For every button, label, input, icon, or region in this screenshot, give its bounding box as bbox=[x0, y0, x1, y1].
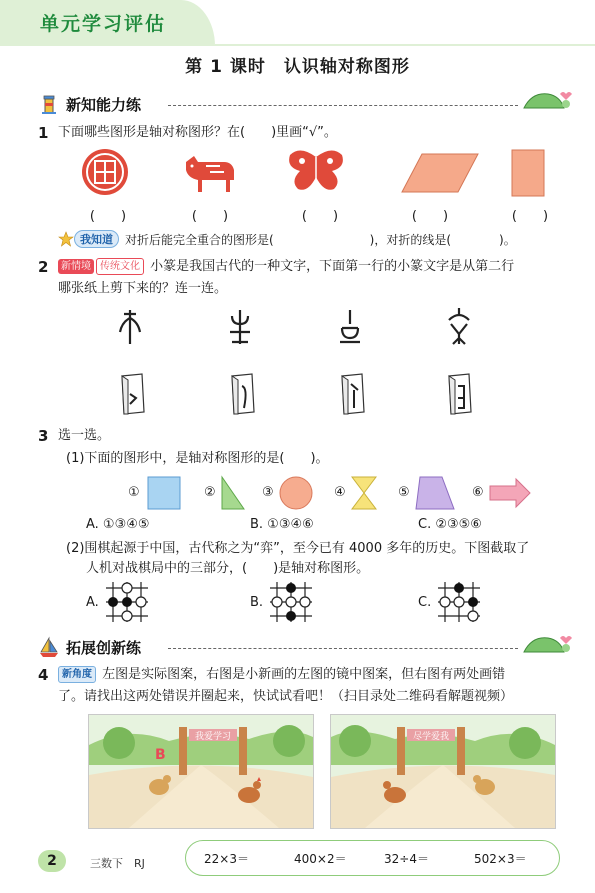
square-shape bbox=[146, 475, 182, 511]
circle-shape bbox=[278, 475, 314, 511]
answer-blank[interactable]: ( ) bbox=[511, 209, 549, 224]
section-title: 拓展创新练 bbox=[66, 638, 142, 657]
question-text: 哪张纸上剪下来的？连一连。 bbox=[58, 281, 228, 296]
question-text: 选一选。 bbox=[58, 428, 111, 443]
shape-number: ⑥ bbox=[472, 485, 484, 500]
butterfly-figure bbox=[286, 147, 346, 195]
original-picture bbox=[88, 714, 314, 829]
lesson-title: 第 1 课时 认识轴对称图形 bbox=[185, 57, 410, 77]
sub-question-text: (2)围棋起源于中国，古代称之为“弈”，至今已有 4000 多年的历史。下图截取了 bbox=[66, 541, 530, 556]
answer-blank[interactable]: ( ) bbox=[301, 209, 339, 224]
answer-blank[interactable]: ( ) bbox=[191, 209, 229, 224]
calc-item: 400×2＝ bbox=[294, 852, 347, 866]
folded-paper-d bbox=[445, 372, 475, 416]
sailboat-icon bbox=[38, 636, 60, 658]
trapezoid-shape bbox=[414, 475, 456, 511]
tip-badge: 我知道 bbox=[74, 230, 119, 248]
question-text: 小篆是我国古代的一种文字，下面第一行的小篆文字是从第二行 bbox=[150, 259, 515, 274]
go-option-a-label[interactable]: A. bbox=[86, 595, 99, 610]
section-title: 新知能力练 bbox=[66, 95, 142, 114]
ox-paper-cut-figure bbox=[180, 150, 240, 195]
unit-title: 单元学习评估 bbox=[40, 13, 167, 35]
seal-character-4 bbox=[445, 306, 473, 346]
parallelogram-figure bbox=[400, 152, 480, 194]
seal-character-2 bbox=[228, 308, 252, 346]
folded-paper-b bbox=[228, 372, 258, 416]
shape-number: ⑤ bbox=[398, 485, 410, 500]
question-number: 3 bbox=[38, 427, 49, 445]
go-option-b-label[interactable]: B. bbox=[250, 595, 264, 610]
tip-box bbox=[58, 230, 516, 248]
question-line bbox=[58, 256, 514, 278]
go-option-c-label[interactable]: C. bbox=[418, 595, 432, 610]
folded-paper-c bbox=[338, 372, 368, 416]
calc-item: 502×3＝ bbox=[474, 852, 527, 866]
section-extension bbox=[38, 635, 141, 659]
calc-item: 32÷4＝ bbox=[384, 852, 429, 866]
sign-text: 尽学爱我 bbox=[412, 732, 450, 742]
question-number: 2 bbox=[38, 258, 49, 276]
mirror-picture bbox=[330, 714, 556, 829]
oral-calculation-box bbox=[185, 840, 560, 876]
park-scene-mirrored bbox=[331, 715, 555, 828]
book-info: 三数下 RJ bbox=[90, 857, 145, 870]
option-c[interactable]: C. ②③⑤⑥ bbox=[418, 517, 482, 532]
folded-paper-a bbox=[118, 372, 148, 416]
tip-text: 对折后能完全重合的图形是( )，对折的线是( )。 bbox=[125, 232, 516, 247]
new-angle-tag: 新角度 bbox=[58, 666, 96, 683]
right-triangle-shape bbox=[220, 475, 246, 511]
seal-character-1 bbox=[118, 308, 142, 346]
go-board-b bbox=[268, 580, 314, 624]
new-context-tag: 新情境 bbox=[58, 259, 94, 274]
arrow-shape bbox=[488, 477, 532, 509]
paper-cut-circle-figure bbox=[80, 147, 130, 197]
sign-text: 我爱学习 bbox=[194, 732, 232, 742]
balloon-letter: B bbox=[155, 747, 166, 763]
section-divider bbox=[168, 105, 518, 106]
answer-blank[interactable]: ( ) bbox=[89, 209, 127, 224]
question-text: 左图是实际图案，右图是小新画的左图的镜中图案，但右图有两处画错 bbox=[102, 667, 506, 682]
answer-blank[interactable]: ( ) bbox=[411, 209, 449, 224]
sub-question-text: (1)下面的图形中，是轴对称图形的是( )。 bbox=[66, 451, 329, 466]
section-divider bbox=[168, 648, 518, 649]
turtle-icon bbox=[520, 88, 572, 114]
shape-number: ③ bbox=[262, 485, 274, 500]
section-new-knowledge bbox=[38, 92, 141, 116]
star-icon bbox=[58, 231, 74, 247]
unit-header bbox=[0, 0, 215, 46]
traditional-culture-tag: 传统文化 bbox=[96, 258, 144, 275]
sub-question-text: 人机对战棋局中的三部分，( )是轴对称图形。 bbox=[86, 561, 370, 576]
shape-number: ② bbox=[204, 485, 216, 500]
header-divider bbox=[215, 44, 595, 46]
rectangle-figure bbox=[510, 148, 546, 198]
question-number: 4 bbox=[38, 666, 49, 684]
hourglass-shape bbox=[350, 475, 378, 511]
option-b[interactable]: B. ①③④⑥ bbox=[250, 517, 314, 532]
park-scene bbox=[89, 715, 313, 828]
option-a[interactable]: A. ①③④⑤ bbox=[86, 517, 150, 532]
go-board-a bbox=[104, 580, 150, 624]
page-number: 2 bbox=[38, 850, 66, 872]
shape-number: ④ bbox=[334, 485, 346, 500]
go-board-c bbox=[436, 580, 482, 624]
seal-character-3 bbox=[338, 308, 362, 346]
question-number: 1 bbox=[38, 124, 49, 142]
calc-item: 22×3＝ bbox=[204, 852, 249, 866]
question-line bbox=[58, 664, 505, 686]
lighthouse-icon bbox=[38, 93, 60, 115]
question-text: 下面哪些图形是轴对称图形？在( )里画“√”。 bbox=[58, 125, 337, 140]
turtle-icon bbox=[520, 632, 572, 658]
question-text: 了。请找出这两处错误并圈起来，快试试看吧！（扫目录处二维码看解题视频） bbox=[58, 689, 514, 704]
shape-number: ① bbox=[128, 485, 140, 500]
